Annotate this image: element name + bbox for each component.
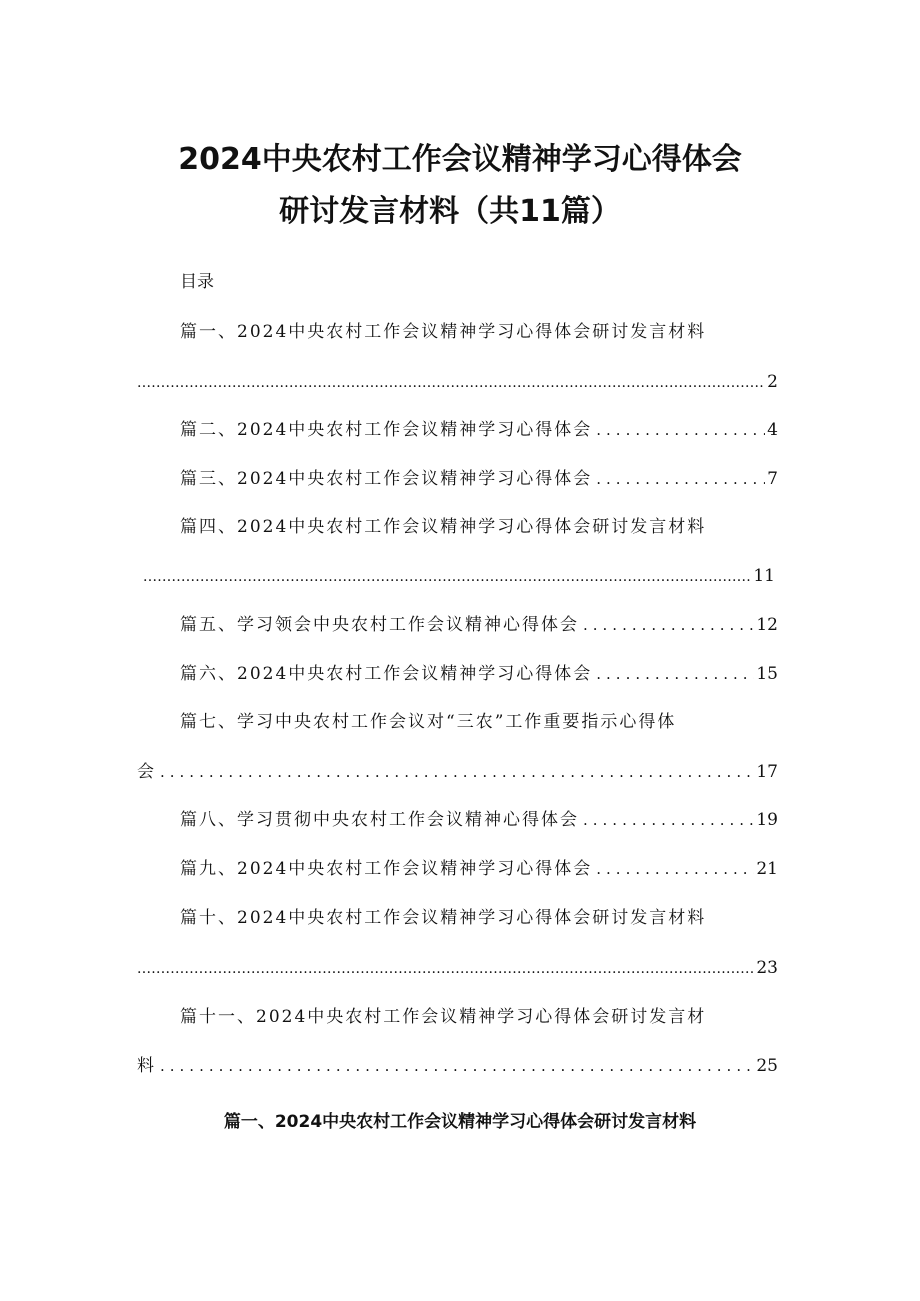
toc-entry-8-label: 篇八、学习贯彻中央农村工作会议精神心得体会 [180,810,579,830]
toc-leader-dots [579,611,754,639]
toc-leader-dots [137,955,754,983]
toc-entry-4-leader[interactable] [143,562,775,591]
toc-leader-dots [592,465,765,493]
toc-entry-9[interactable] [180,855,778,883]
toc-entry-7-text[interactable]: 篇七、学习中央农村工作会议对“三农”工作重要指示心得体 [180,712,677,732]
toc-entry-5-page: 12 [756,615,778,635]
toc-entry-9-label: 篇九、2024中央农村工作会议精神学习心得体会 [180,859,593,879]
toc-entry-6-label: 篇六、2024中央农村工作会议精神学习心得体会 [180,664,593,684]
toc-entry-11-leader[interactable] [137,1052,778,1080]
toc-entry-10-leader[interactable] [137,954,778,983]
toc-leader-dots [592,660,754,688]
toc-entry-1-text[interactable]: 篇一、2024中央农村工作会议精神学习心得体会研讨发言材料 [180,322,707,342]
toc-entry-10-page: 23 [756,958,778,978]
toc-entry-11-page: 25 [756,1056,778,1076]
toc-entry-1-page: 2 [767,372,778,392]
toc-entry-7-page: 17 [756,762,778,782]
toc-leader-dots [137,369,765,397]
toc-entry-6-page: 15 [756,664,778,684]
toc-entry-4-page: 11 [753,566,775,586]
document-title-line-2: 研讨发言材料（共11篇） [279,194,621,229]
toc-entry-5-label: 篇五、学习领会中央农村工作会议精神心得体会 [180,615,579,635]
document-title-line-1: 2024中央农村工作会议精神学习心得体会 [178,142,742,177]
toc-leader-dots [579,806,754,834]
toc-entry-9-page: 21 [756,859,778,879]
toc-entry-8[interactable] [180,806,778,834]
toc-entry-2-label: 篇二、2024中央农村工作会议精神学习心得体会 [180,420,593,440]
toc-entry-11-label: 料 [137,1056,156,1076]
toc-entry-3[interactable] [180,465,778,493]
toc-entry-10-text[interactable]: 篇十、2024中央农村工作会议精神学习心得体会研讨发言材料 [180,908,707,928]
toc-entry-2[interactable] [180,416,778,444]
toc-heading: 目录 [180,272,214,292]
toc-entry-3-label: 篇三、2024中央农村工作会议精神学习心得体会 [180,469,593,489]
toc-entry-8-page: 19 [756,810,778,830]
toc-leader-dots [156,1052,754,1080]
toc-entry-4-text[interactable]: 篇四、2024中央农村工作会议精神学习心得体会研讨发言材料 [180,517,707,537]
toc-entry-7-label: 会 [137,762,156,782]
section-heading: 篇一、2024中央农村工作会议精神学习心得体会研讨发言材料 [223,1112,697,1132]
toc-entry-5[interactable] [180,611,778,639]
toc-leader-dots [592,855,754,883]
toc-leader-dots [143,563,751,591]
toc-leader-dots [156,758,754,786]
toc-entry-7-leader[interactable] [137,758,778,786]
toc-entry-6[interactable] [180,660,778,688]
toc-entry-3-page: 7 [767,469,778,489]
toc-entry-11-text[interactable]: 篇十一、2024中央农村工作会议精神学习心得体会研讨发言材 [180,1007,707,1027]
toc-entry-1-leader[interactable] [137,368,778,397]
toc-leader-dots [592,416,765,444]
toc-entry-2-page: 4 [767,420,778,440]
